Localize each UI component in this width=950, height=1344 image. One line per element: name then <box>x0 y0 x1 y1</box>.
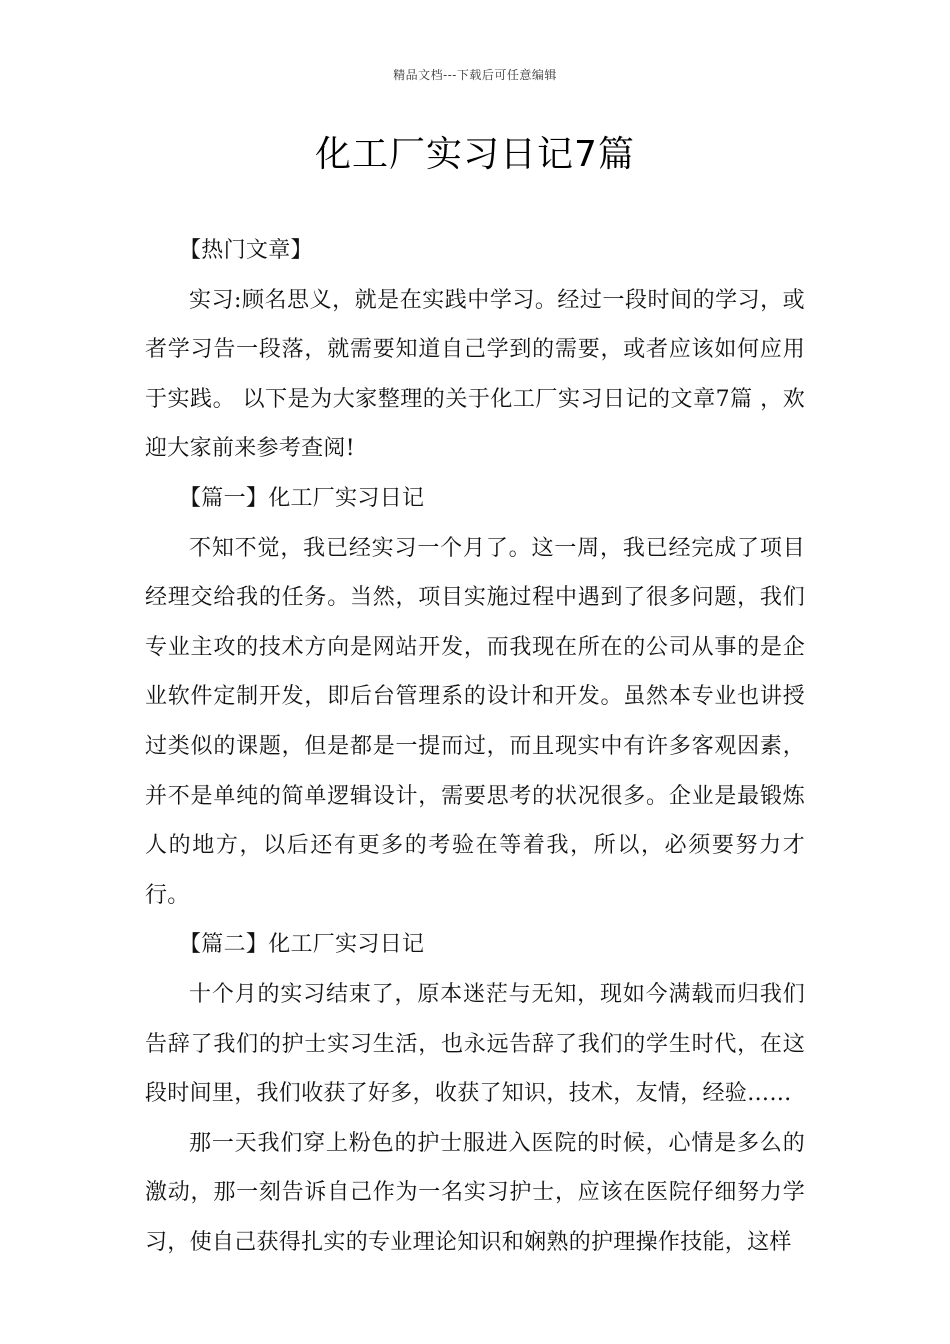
document-title: 化工厂实习日记7篇 <box>315 134 635 175</box>
document-body <box>145 226 805 1267</box>
part-two-paragraph-2: 那一天我们穿上粉色的护士服进入医院的时候，心情是多么的激动，那一刻告诉自己作为一名实习护士，应该在医院仔细努力学习，使自己获得扎实的专业理论知识和娴熟的护理操作技能，这样 <box>145 1130 805 1255</box>
part-one-paragraph: 不知不觉，我已经实习一个月了。这一周，我已经完成了项目经理交给我的任务。当然，项目实施过程中遇到了很多问题，我们专业主攻的技术方向是网站开发，而我现在所在的公司从事的是企业软件定制开发，即后台管理系的设计和开发。虽然本专业也讲授过类似的课题，但是都是一提而过，而且现实中有许多客观因素，并不是单纯的简单逻辑设计，需要思考的状况很多。企业是最锻炼人的地方，以后还有更多的考验在等着我，所以，必须要努力才行。 <box>145 535 805 908</box>
intro-paragraph: 实习:顾名思义，就是在实践中学习。经过一段时间的学习，或者学习告一段落，就需要知道自己学到的需要，或者应该如何应用于实践。 以下是为大家整理的关于化工厂实习日记的文章7篇 ，欢迎大家前来参考查阅! <box>145 287 805 462</box>
section-heading-part-one: 【篇一】化工厂实习日记 <box>179 485 425 511</box>
header-note: 精品文档---下载后可任意编辑 <box>393 68 557 82</box>
section-label-hot-articles: 【热门文章】 <box>179 238 313 263</box>
section-heading-part-two: 【篇二】化工厂实习日记 <box>179 932 425 958</box>
part-two-paragraph-1: 十个月的实习结束了，原本迷茫与无知，现如今满载而归我们告辞了我们的护士实习生活，也永远告辞了我们的学生时代，在这段时间里，我们收获了好多，收获了知识，技术，友情，经验…… <box>145 981 805 1107</box>
